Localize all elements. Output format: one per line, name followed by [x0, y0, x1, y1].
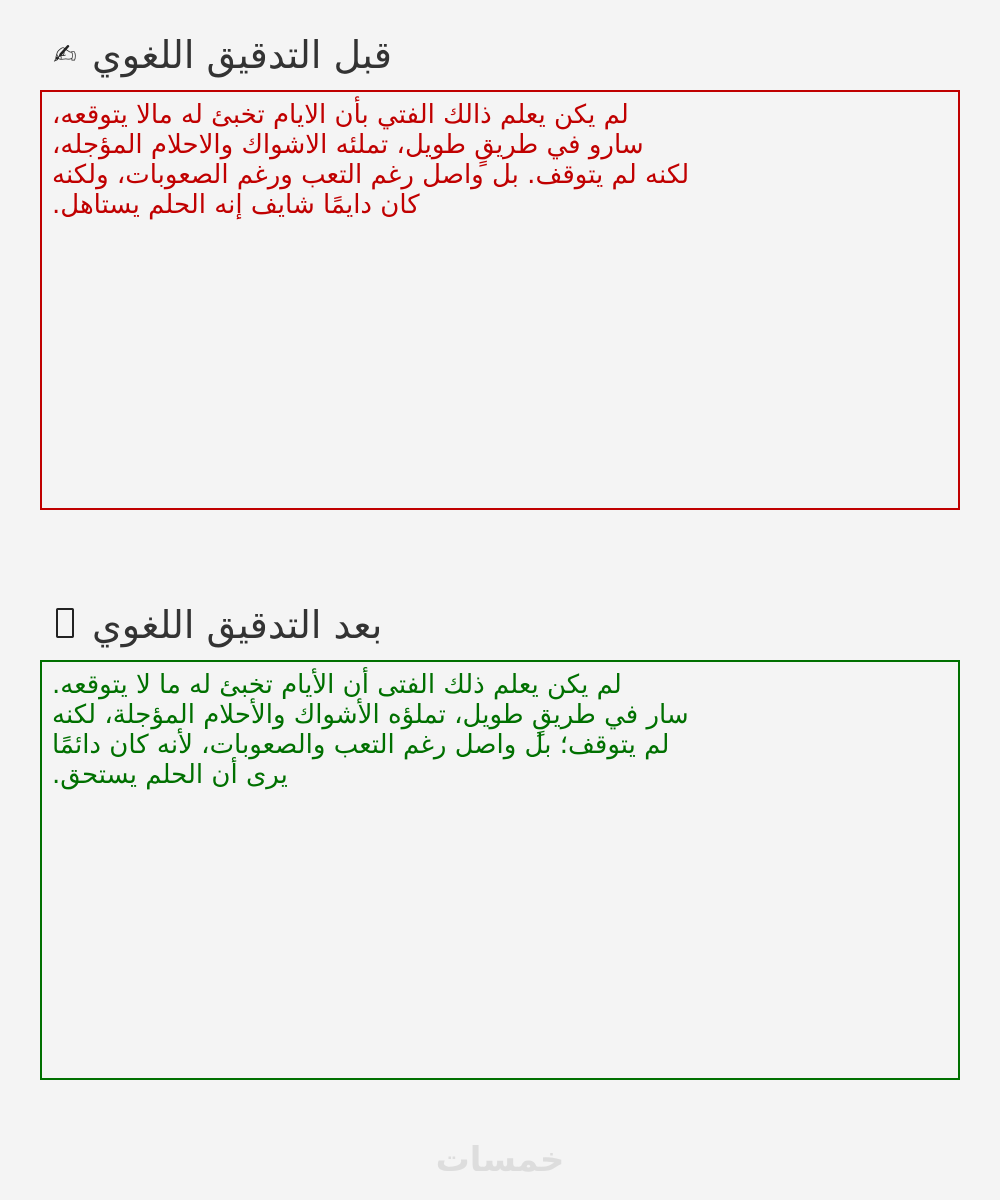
after-text-box[interactable]: [40, 660, 960, 1080]
khamsat-watermark: خمسات: [435, 1140, 565, 1180]
after-line-1: لم يكن يعلم ذلك الفتى أن الأيام تخبئ له ما لا يتوقعه.: [52, 670, 622, 700]
before-line-1: لم يكن يعلم ذالك الفتي بأن الايام تخبئ له مالا يتوقعه،: [52, 100, 629, 130]
before-section-title: [48, 30, 948, 80]
before-text-box[interactable]: [40, 90, 960, 510]
after-section-title: [48, 600, 948, 650]
after-line-3: لم يتوقف؛ بل واصل رغم التعب والصعوبات، لأنه كان دائمًا: [52, 730, 670, 760]
before-line-2: سارو في طريقٍ طويل، تملئه الاشواك والاحلام المؤجله،: [52, 130, 644, 160]
writing-hand-icon: ✍: [53, 38, 77, 71]
checkbox-icon: [48, 608, 82, 643]
before-title-text: قبل التدقيق اللغوي: [92, 33, 392, 77]
after-line-4: يرى أن الحلم يستحق.: [52, 760, 288, 790]
before-line-4: كان دايمًا شايف إنه الحلم يستاهل.: [52, 190, 420, 220]
before-line-3: لكنه لم يتوقف. بل واصل رغم التعب ورغم الصعوبات، ولكنه: [52, 160, 690, 190]
after-line-2: سار في طريقٍ طويل، تملؤه الأشواك والأحلام المؤجلة، لكنه: [52, 700, 689, 730]
after-title-text: بعد التدقيق اللغوي: [92, 603, 383, 647]
